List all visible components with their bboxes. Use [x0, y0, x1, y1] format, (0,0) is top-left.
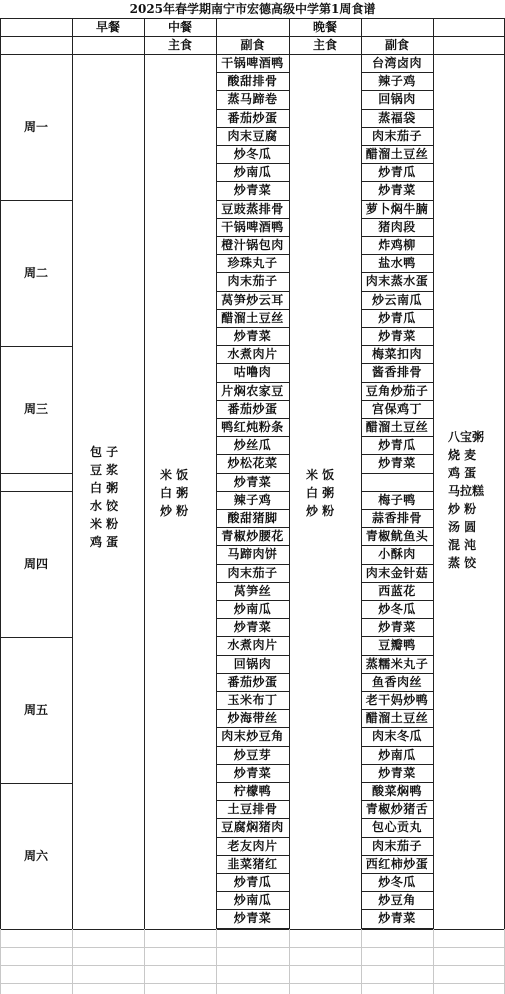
dish-cell: 莴笋丝	[233, 583, 272, 598]
dish-cell: 炒青菜	[233, 620, 272, 635]
dish-cell: 肉末茄子	[371, 128, 422, 143]
dish-cell: 台湾卤肉	[371, 56, 422, 70]
dish-cell: 咕噜肉	[233, 365, 272, 380]
dish-cell: 梅菜扣肉	[371, 347, 422, 362]
dish-cell: 青椒鱿鱼头	[365, 529, 429, 544]
dish-cell: 回锅肉	[378, 92, 416, 107]
dish-cell: 番茄炒蛋	[227, 110, 278, 125]
dish-cell: 豆豉蒸排骨	[221, 201, 284, 216]
dish-cell: 炒青菜	[378, 329, 416, 343]
breakfast-item: 豆 浆	[90, 463, 119, 477]
night-snack-item: 蒸 饺	[448, 556, 477, 570]
dish-cell: 蒸马蹄卷	[227, 92, 278, 107]
header-lunch-staple: 主食	[167, 38, 192, 52]
dish-cell: 炒青菜	[378, 911, 416, 926]
dish-cell: 辣子鸡	[378, 74, 416, 89]
day-label: 周四	[23, 557, 48, 571]
dish-cell: 肉末茄子	[227, 274, 278, 289]
dish-cell: 炒南瓜	[233, 893, 272, 908]
dish-cell: 肉末茄子	[371, 838, 422, 853]
dish-cell: 醋溜土豆丝	[365, 420, 429, 434]
dish-cell: 炒南瓜	[233, 165, 272, 180]
dish-cell: 辣子鸡	[233, 492, 272, 507]
dish-cell: 炒冬瓜	[378, 602, 416, 616]
dish-cell: 玉米布丁	[227, 693, 278, 707]
dish-cell: 水煮肉片	[227, 347, 278, 362]
dish-cell: 炒青菜	[233, 911, 272, 926]
dish-cell: 片焖农家豆	[221, 383, 284, 398]
lunch-staple-item: 米 饭	[160, 468, 189, 482]
lunch-staple-item: 炒 粉	[160, 504, 189, 518]
dish-cell: 炒青菜	[233, 765, 272, 780]
dish-cell: 蒸福袋	[378, 110, 416, 125]
dish-cell: 番茄炒蛋	[227, 401, 278, 416]
dinner-staple-list	[306, 466, 334, 520]
dish-cell: 炒青菜	[378, 765, 416, 780]
breakfast-item: 水 饺	[90, 499, 119, 513]
dish-cell: 土豆排骨	[227, 802, 278, 817]
header-lunch: 中餐	[167, 20, 192, 34]
dish-cell: 豆瓣鸭	[378, 638, 416, 653]
night-snack-item: 烧 麦	[448, 448, 477, 462]
dish-cell: 韭菜猪红	[227, 856, 278, 871]
night-snack-item: 八宝粥	[448, 430, 485, 444]
dish-cell: 青椒炒猪舌	[365, 802, 429, 817]
breakfast-item: 包 子	[90, 445, 119, 459]
dish-cell: 炸鸡柳	[378, 238, 416, 252]
dish-cell: 炒青菜	[233, 329, 272, 343]
night-snack-item: 炒 粉	[448, 502, 477, 516]
dish-cell: 炒青菜	[378, 620, 416, 635]
day-label: 周六	[23, 849, 48, 863]
night-snack-item: 鸡 蛋	[448, 466, 477, 480]
dish-cell: 豆角炒茄子	[365, 383, 429, 398]
dish-cell	[361, 473, 433, 491]
dish-cell: 醋溜土豆丝	[365, 711, 429, 726]
night-snack-item: 汤 圆	[448, 520, 477, 534]
dish-cell: 炒冬瓜	[378, 875, 416, 889]
dish-cell: 酸甜猪脚	[227, 511, 278, 525]
dinner-staple-item: 炒 粉	[306, 504, 335, 518]
dish-cell: 西红柿炒蛋	[365, 856, 429, 871]
lunch-staple-list	[160, 466, 188, 520]
dish-cell: 包心贡丸	[371, 820, 422, 835]
breakfast-item: 米 粉	[90, 517, 119, 531]
dish-cell: 肉末蒸水蛋	[365, 274, 429, 289]
dish-cell: 梅子鸭	[378, 492, 416, 507]
dish-cell: 炒青菜	[233, 474, 272, 489]
dish-cell: 柠檬鸭	[233, 784, 272, 798]
dish-cell: 炒青瓜	[378, 310, 416, 325]
night-snack-list	[448, 428, 484, 572]
header-dinner-staple: 主食	[312, 38, 337, 52]
day-label: 周五	[23, 703, 48, 717]
dinner-staple-item: 米 饭	[306, 468, 335, 482]
dish-cell: 蒜香排骨	[371, 511, 422, 525]
dish-cell: 蒸糯米丸子	[365, 656, 429, 671]
dish-cell: 肉末金针菇	[365, 565, 429, 580]
breakfast-staple-list	[90, 443, 118, 551]
dish-cell: 肉末茄子	[227, 565, 278, 580]
dish-cell: 炒南瓜	[233, 602, 272, 616]
dish-cell: 豆腐焖猪肉	[221, 820, 284, 835]
day-label: 周三	[23, 402, 48, 416]
dish-cell: 猪肉段	[378, 219, 416, 234]
dish-cell: 鸭红炖粉条	[221, 420, 284, 434]
dinner-staple-item: 白 粥	[306, 486, 335, 500]
dish-cell: 小酥肉	[378, 547, 416, 562]
breakfast-item: 鸡 蛋	[90, 535, 119, 549]
dish-cell: 老干妈炒鸭	[365, 693, 429, 707]
dish-cell: 炒青瓜	[378, 438, 416, 453]
dish-cell: 炒海带丝	[227, 711, 278, 726]
breakfast-item: 白 粥	[90, 481, 119, 495]
dish-cell: 番茄炒蛋	[227, 674, 278, 689]
dish-cell: 宫保鸡丁	[371, 401, 422, 416]
dish-cell: 干锅啤酒鸭	[221, 219, 284, 234]
lunch-staple-item: 白 粥	[160, 486, 189, 500]
header-dinner: 晚餐	[312, 20, 337, 34]
dish-cell: 炒松花菜	[227, 456, 278, 471]
dish-cell: 萝卜焖牛腩	[365, 201, 429, 216]
header-dinner-side: 副食	[384, 38, 409, 52]
dish-cell: 回锅肉	[233, 656, 272, 671]
dish-cell: 炒青菜	[233, 183, 272, 198]
dish-cell: 酸菜焖鸭	[371, 784, 422, 798]
dish-cell: 酱香排骨	[371, 365, 422, 380]
dish-cell: 肉末豆腐	[227, 128, 278, 143]
day-label: 周一	[23, 120, 48, 134]
header-breakfast: 早餐	[95, 20, 120, 34]
dish-cell: 肉末炒豆角	[221, 729, 284, 744]
day-label: 周二	[23, 266, 48, 280]
dish-cell: 醋溜土豆丝	[365, 147, 429, 161]
dish-cell: 炒青瓜	[233, 875, 272, 889]
dish-cell: 橙汁锅包肉	[221, 238, 284, 252]
dish-cell: 炒青菜	[378, 456, 416, 471]
dish-cell: 珍珠丸子	[227, 256, 278, 271]
dish-cell: 马蹄肉饼	[227, 547, 278, 562]
menu-title: 2025年春学期南宁市宏德高级中学第1周食谱	[129, 2, 376, 16]
dish-cell: 肉末冬瓜	[371, 729, 422, 744]
dish-cell: 老友肉片	[227, 838, 278, 853]
dish-cell: 水煮肉片	[227, 638, 278, 653]
dish-cell: 盐水鸭	[378, 256, 416, 271]
dish-cell: 鱼香肉丝	[371, 674, 422, 689]
night-snack-item: 混 沌	[448, 538, 477, 552]
dish-cell: 炒青菜	[378, 183, 416, 198]
dish-cell: 炒南瓜	[378, 747, 416, 762]
night-snack-item: 马拉糕	[448, 484, 485, 498]
dish-cell: 酸甜排骨	[227, 74, 278, 89]
dish-cell: 干锅啤酒鸭	[221, 56, 284, 70]
dish-cell: 西蓝花	[378, 583, 416, 598]
dish-cell: 青椒炒腰花	[221, 529, 284, 544]
dish-cell: 炒豆角	[378, 893, 416, 908]
dish-cell: 炒青瓜	[378, 165, 416, 180]
dish-cell: 炒冬瓜	[233, 147, 272, 161]
dish-cell: 醋溜土豆丝	[221, 310, 284, 325]
dish-cell: 莴笋炒云耳	[221, 292, 284, 307]
dish-cell: 炒豆芽	[233, 747, 272, 762]
dish-cell: 炒丝瓜	[233, 438, 272, 453]
header-lunch-side: 副食	[240, 38, 265, 52]
dish-cell: 炒云南瓜	[371, 292, 422, 307]
